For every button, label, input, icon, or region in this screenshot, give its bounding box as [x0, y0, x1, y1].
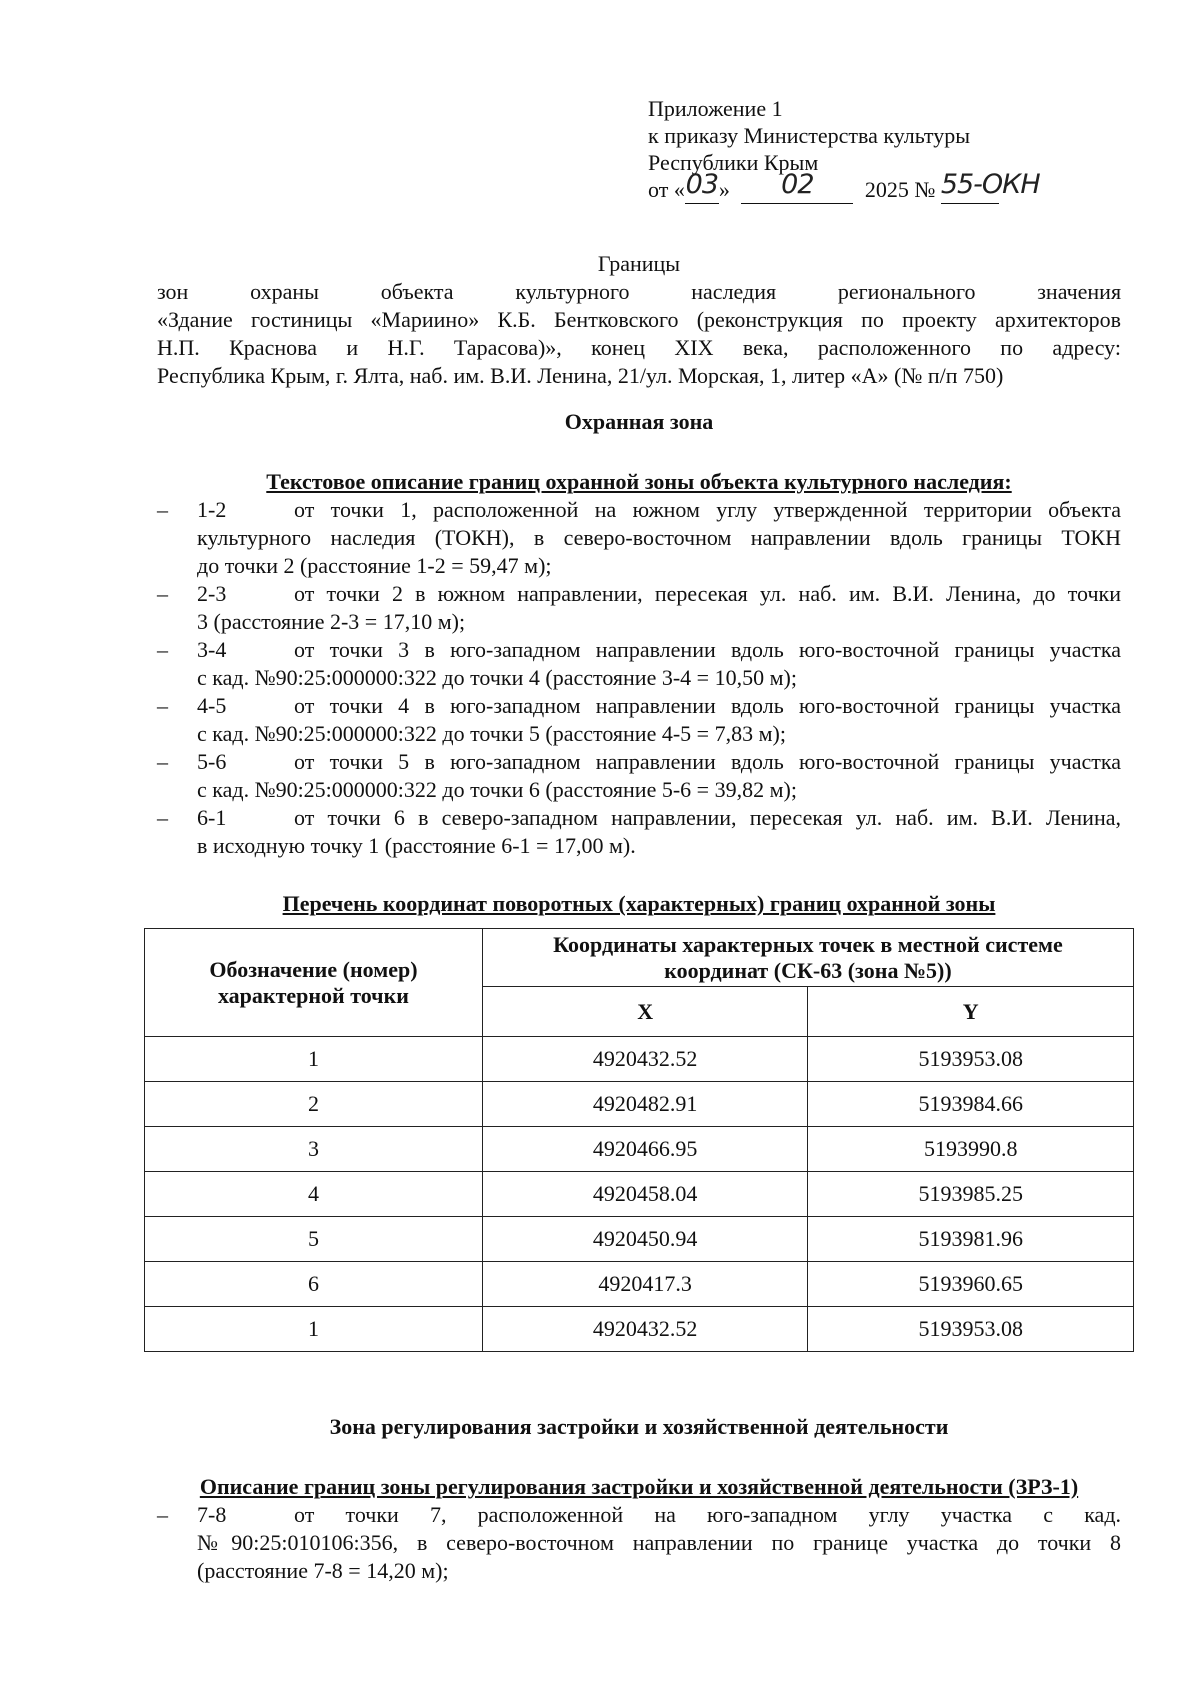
point-cell: 4	[145, 1172, 483, 1217]
y-cell: 5193953.08	[808, 1037, 1134, 1082]
item-line: с кад. №90:25:000000:322 до точки 4 (расстояние 3-4 = 10,50 м);	[197, 665, 797, 690]
coordinates-group-header	[482, 929, 1133, 987]
point-number-header	[145, 929, 483, 1037]
item-line: в исходную точку 1 (расстояние 6-1 = 17,00 м).	[197, 833, 636, 858]
protection-zone-items	[157, 496, 1121, 860]
item-line: с кад. №90:25:000000:322 до точки 6 (расстояние 5-6 = 39,82 м);	[197, 777, 797, 802]
date-mid: »	[718, 177, 730, 202]
title-line-3: Н.П. Краснова и Н.Г. Тарасова)», конец XIX века, расположенного по адресу:	[157, 335, 1121, 360]
list-dash: –	[157, 1502, 168, 1527]
item-word: кад.	[1084, 1502, 1122, 1527]
x-cell: 4920482.91	[482, 1082, 808, 1127]
list-dash: –	[157, 749, 168, 774]
item-line	[197, 1501, 1121, 1529]
item-line: с кад. №90:25:000000:322 до точки 5 (расстояние 4-5 = 7,83 м);	[197, 721, 786, 746]
segment-code: 1-2	[197, 497, 227, 522]
regulation-zone-heading: Зона регулирования застройки и хозяйственной деятельности	[329, 1414, 949, 1439]
item-line: от точки 1, расположенной на южном углу утвержденной территории объекта	[294, 497, 1121, 522]
list-dash: –	[157, 693, 168, 718]
coordinates-table-heading: Перечень координат поворотных (характерных) границ охранной зоны	[282, 891, 996, 916]
item-line: 3 (расстояние 2-3 = 17,10 м);	[197, 609, 466, 634]
point-cell: 1	[145, 1307, 483, 1352]
year-and-number-label: 2025 №	[864, 177, 936, 202]
item-line: от точки 4 в юго-западном направлении вдоль юго-восточной границы участка	[294, 693, 1121, 718]
point-cell: 6	[145, 1262, 483, 1307]
boundary-item	[157, 580, 1121, 636]
point-cell: 5	[145, 1217, 483, 1262]
y-cell: 5193960.65	[808, 1262, 1134, 1307]
boundary-item	[157, 1501, 1121, 1585]
item-line: культурного наследия (ТОКН), в северо-восточном направлении вдоль границы ТОКН	[197, 525, 1121, 550]
item-word: углу	[868, 1502, 910, 1527]
point-cell: 3	[145, 1127, 483, 1172]
item-line: №90:25:010106:356, в северо-восточном направлении по границе участка до точки 8	[197, 1530, 1121, 1555]
document-title: Границы	[597, 251, 681, 276]
title-line-2: «Здание гостиницы «Мариино» К.Б. Бентковского (реконструкция по проекту архитекторов	[157, 307, 1121, 332]
title-line-1	[157, 278, 1121, 306]
table-row	[145, 1307, 1134, 1352]
item-word: участка	[940, 1502, 1013, 1527]
order-reference: к приказу Министерства культуры	[648, 123, 971, 148]
segment-code: 7-8	[197, 1502, 227, 1527]
x-cell: 4920432.52	[482, 1037, 808, 1082]
appendix-header	[648, 95, 1108, 204]
coordinates-group-header-text: Координаты характерных точек в местной системе координат (СК-63 (зона №5))	[553, 931, 1063, 983]
segment-code: 5-6	[197, 749, 227, 774]
coordinates-table	[144, 928, 1134, 1352]
day-blank	[685, 169, 719, 204]
item-line: от точки 5 в юго-западном направлении вдоль юго-восточной границы участка	[294, 749, 1121, 774]
title-word: значения	[1037, 279, 1122, 304]
table-row	[145, 1217, 1134, 1262]
item-word: расположенной	[477, 1502, 624, 1527]
regulation-zone-items	[157, 1501, 1121, 1585]
item-word: с	[1043, 1502, 1054, 1527]
table-header-row	[145, 929, 1134, 987]
segment-code: 2-3	[197, 581, 227, 606]
handwritten-month: 02	[781, 169, 814, 200]
x-cell: 4920458.04	[482, 1172, 808, 1217]
boundary-item	[157, 748, 1121, 804]
order-date-line	[648, 169, 1108, 204]
y-cell: 5193981.96	[808, 1217, 1134, 1262]
title-word: наследия	[691, 279, 777, 304]
table-row	[145, 1082, 1134, 1127]
regulation-zone-description-heading: Описание границ зоны регулирования застройки и хозяйственной деятельности (ЗРЗ-1)	[199, 1474, 1079, 1499]
title-description	[157, 278, 1121, 390]
item-line: до точки 2 (расстояние 1-2 = 59,47 м);	[197, 553, 552, 578]
y-cell: 5193953.08	[808, 1307, 1134, 1352]
point-cell: 1	[145, 1037, 483, 1082]
x-cell: 4920450.94	[482, 1217, 808, 1262]
list-dash: –	[157, 497, 168, 522]
month-blank	[741, 169, 853, 204]
item-line: (расстояние 7-8 = 14,20 м);	[197, 1558, 449, 1583]
handwritten-order-number: 55-ОКН	[940, 169, 1040, 200]
item-word: от	[294, 1502, 315, 1527]
y-column-header: Y	[808, 987, 1134, 1037]
protection-zone-description-heading: Текстовое описание границ охранной зоны объекта культурного наследия:	[266, 469, 1012, 494]
ministry-region: Республики Крым	[648, 150, 819, 175]
protection-zone-heading: Охранная зона	[564, 409, 714, 434]
item-word: юго-западном	[707, 1502, 838, 1527]
y-cell: 5193990.8	[808, 1127, 1134, 1172]
item-line: от точки 2 в южном направлении, пересекая ул. наб. им. В.И. Ленина, до точки	[294, 581, 1121, 606]
table-row	[145, 1127, 1134, 1172]
y-cell: 5193984.66	[808, 1082, 1134, 1127]
title-word: зон	[157, 279, 189, 304]
number-blank	[940, 169, 1040, 204]
item-line: от точки 3 в юго-западном направлении вдоль юго-восточной границы участка	[294, 637, 1121, 662]
item-word: на	[654, 1502, 676, 1527]
segment-code: 3-4	[197, 637, 227, 662]
y-cell: 5193985.25	[808, 1172, 1134, 1217]
boundary-item	[157, 636, 1121, 692]
table-row	[145, 1172, 1134, 1217]
title-line-4: Республика Крым, г. Ялта, наб. им. В.И. Ленина, 21/ул. Морская, 1, литер «А» (№ п/п 750)	[157, 363, 1004, 388]
segment-code: 4-5	[197, 693, 227, 718]
item-word: точки	[345, 1502, 399, 1527]
point-cell: 2	[145, 1082, 483, 1127]
boundary-item	[157, 804, 1121, 860]
title-word: культурного	[515, 279, 630, 304]
boundary-item	[157, 496, 1121, 580]
title-word: объекта	[380, 279, 454, 304]
title-word: охраны	[250, 279, 319, 304]
x-cell: 4920466.95	[482, 1127, 808, 1172]
title-word: регионального	[837, 279, 976, 304]
segment-code: 6-1	[197, 805, 227, 830]
item-line: от точки 6 в северо-западном направлении, пересекая ул. наб. им. В.И. Ленина,	[294, 805, 1121, 830]
x-cell: 4920432.52	[482, 1307, 808, 1352]
table-row	[145, 1037, 1134, 1082]
list-dash: –	[157, 581, 168, 606]
boundary-item	[157, 692, 1121, 748]
x-cell: 4920417.3	[482, 1262, 808, 1307]
list-dash: –	[157, 637, 168, 662]
appendix-label: Приложение 1	[648, 96, 783, 121]
date-prefix: от «	[648, 177, 685, 202]
list-dash: –	[157, 805, 168, 830]
x-column-header: X	[482, 987, 808, 1037]
handwritten-day: 03	[685, 169, 718, 200]
item-word: 7,	[429, 1502, 447, 1527]
point-number-header-text: Обозначение (номер) характерной точки	[209, 956, 418, 1008]
table-row	[145, 1262, 1134, 1307]
